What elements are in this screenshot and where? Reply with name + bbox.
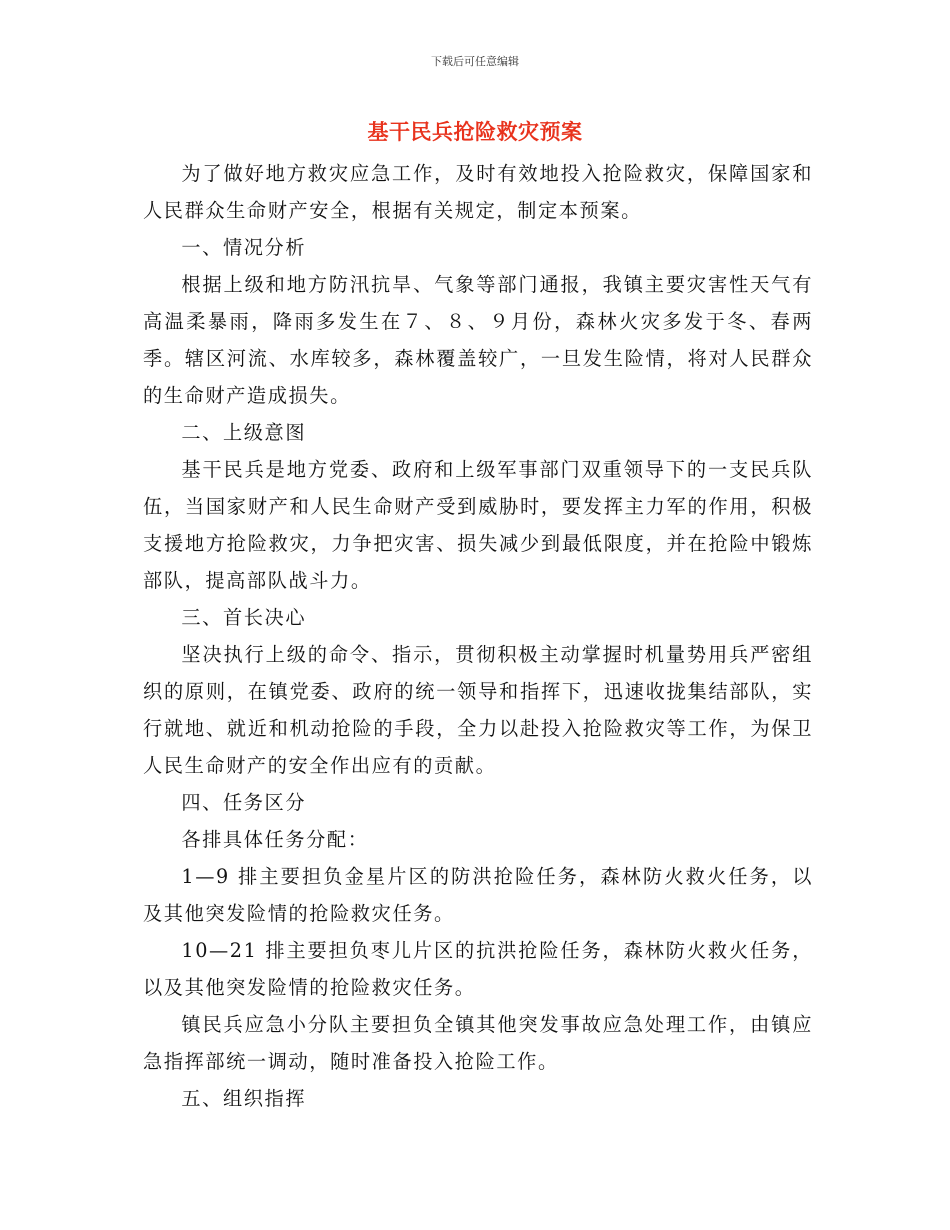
paragraph-task-10-21: 10—21 排主要担负枣儿片区的抗洪抢险任务，森林防火救火任务，以及其他突发险情的抢险救灾任务。 [143, 939, 813, 999]
document-body [143, 155, 813, 1117]
section-heading-3: 三、首长决心 [181, 606, 307, 629]
paragraph-task-1-9: 1—9 排主要担负金星片区的防洪抢险任务，森林防火救火任务，以及其他突发险情的抢险救灾任务。 [143, 865, 813, 925]
header-note: 下载后可任意编辑 [431, 55, 519, 68]
paragraph-emergency-team: 镇民兵应急小分队主要担负全镇其他突发事故应急处理工作，由镇应急指挥部统一调动，随时准备投入抢险工作。 [143, 1013, 813, 1073]
section-heading-1: 一、情况分析 [181, 236, 307, 259]
section-heading-2: 二、上级意图 [181, 421, 307, 444]
paragraph-task-intro: 各排具体任务分配： [181, 828, 369, 851]
section-heading-5: 五、组织指挥 [181, 1087, 307, 1110]
paragraph-intro: 为了做好地方救灾应急工作，及时有效地投入抢险救灾，保障国家和人民群众生命财产安全，根据有关规定，制定本预案。 [143, 162, 813, 222]
document-title: 基干民兵抢险救灾预案 [367, 120, 583, 144]
paragraph-decision: 坚决执行上级的命令、指示，贯彻积极主动掌握时机量势用兵严密组织的原则，在镇党委、政府的统一领导和指挥下，迅速收拢集结部队，实行就地、就近和机动抢险的手段，全力以赴投入抢险救灾等工作，为保卫人民生命财产的安全作出应有的贡献。 [143, 643, 813, 777]
paragraph-intent: 基干民兵是地方党委、政府和上级军事部门双重领导下的一支民兵队伍，当国家财产和人民生命财产受到威胁时，要发挥主力军的作用，积极支援地方抢险救灾，力争把灾害、损失减少到最低限度，并在抢险中锻炼部队，提高部队战斗力。 [143, 458, 813, 592]
section-heading-4: 四、任务区分 [181, 791, 307, 814]
paragraph-situation: 根据上级和地方防汛抗旱、气象等部门通报，我镇主要灾害性天气有高温柔暴雨，降雨多发生在７、８、９月份，森林火灾多发于冬、春两季。辖区河流、水库较多，森林覆盖较广，一旦发生险情，将对人民群众的生命财产造成损失。 [143, 273, 813, 407]
